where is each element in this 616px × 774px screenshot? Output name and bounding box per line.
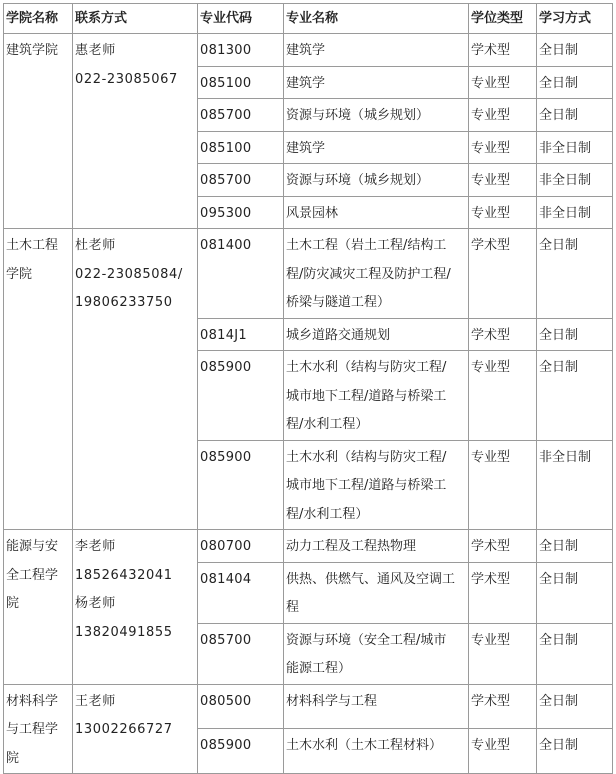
school-name-line: 学院 (6, 266, 33, 282)
major-name-cell (284, 164, 469, 197)
major-code: 085900 (200, 738, 252, 754)
school-name-line: 材料科学 (6, 693, 59, 709)
major-code-cell (198, 729, 284, 774)
major-name-cell (284, 196, 469, 229)
major-name-line: 资源与环境（城乡规划） (286, 173, 430, 188)
major-code-cell (198, 229, 284, 319)
major-name-cell (284, 440, 469, 530)
degree-type: 学术型 (471, 238, 511, 253)
school-name-cell (4, 34, 73, 229)
study-mode-cell (537, 729, 613, 774)
contact-line: 王老师 (75, 693, 116, 709)
major-name-line: 能源工程） (286, 661, 352, 676)
degree-type: 学术型 (471, 693, 511, 709)
major-code-cell (198, 562, 284, 623)
major-name-cell (284, 34, 469, 67)
contact-cell (73, 229, 198, 530)
contact-line: 惠老师 (75, 43, 116, 58)
major-code-cell (198, 164, 284, 197)
study-mode: 非全日制 (539, 140, 592, 156)
major-name-line: 土木水利（结构与防灾工程/ (286, 449, 447, 465)
major-name-line: 建筑学 (286, 43, 326, 58)
school-name-cell (4, 229, 73, 530)
major-name-line: 土木水利（土木工程材料） (286, 738, 443, 754)
major-code-cell (198, 99, 284, 132)
degree-type: 学术型 (471, 327, 511, 343)
school-name-cell (4, 684, 73, 774)
header-major: 专业名称 (284, 4, 469, 34)
major-name-cell (284, 318, 469, 351)
degree-type: 学术型 (471, 43, 511, 58)
major-name-line: 资源与环境（安全工程/城市 (286, 632, 447, 648)
major-code: 085100 (200, 75, 252, 91)
study-mode-cell (537, 623, 613, 684)
school-name-line: 全工程学 (6, 567, 59, 583)
admissions-table (3, 3, 613, 774)
study-mode: 非全日制 (539, 205, 592, 221)
contact-line: 18526432041 (75, 567, 173, 583)
major-code: 085900 (200, 360, 252, 375)
study-mode: 全日制 (539, 738, 579, 754)
major-name-line: 程 (286, 600, 300, 615)
degree-type-cell (469, 729, 537, 774)
contact-line: 13002266727 (75, 722, 173, 737)
major-code: 085700 (200, 108, 252, 123)
degree-type: 专业型 (471, 449, 511, 465)
major-code: 080700 (200, 539, 252, 554)
study-mode: 全日制 (539, 360, 579, 375)
contact-line: 李老师 (75, 539, 116, 554)
degree-type-cell (469, 99, 537, 132)
contact-line: 杨老师 (75, 596, 116, 611)
degree-type: 专业型 (471, 360, 511, 375)
major-name-line: 风景园林 (286, 205, 339, 221)
major-name-line: 程/水利工程） (286, 417, 369, 432)
study-mode: 非全日制 (539, 449, 592, 465)
major-name-line: 资源与环境（城乡规划） (286, 108, 430, 123)
study-mode: 全日制 (539, 632, 579, 648)
school-name-line: 院 (6, 750, 20, 766)
header-school: 学院名称 (4, 4, 73, 34)
major-name-line: 桥梁与隧道工程） (286, 295, 391, 310)
degree-type-cell (469, 530, 537, 563)
study-mode: 全日制 (539, 75, 579, 91)
degree-type: 专业型 (471, 108, 511, 123)
study-mode-cell (537, 229, 613, 319)
study-mode: 全日制 (539, 693, 579, 709)
header-contact: 联系方式 (73, 4, 198, 34)
major-name-line: 土木工程（岩土工程/结构工 (286, 238, 447, 253)
study-mode-cell (537, 66, 613, 99)
study-mode-cell (537, 440, 613, 530)
degree-type: 学术型 (471, 539, 511, 554)
contact-line: 13820491855 (75, 624, 173, 640)
major-code: 0814J1 (200, 327, 247, 343)
major-name-cell (284, 530, 469, 563)
degree-type: 专业型 (471, 738, 511, 754)
major-name-cell (284, 229, 469, 319)
major-code: 085700 (200, 632, 252, 648)
major-name-cell (284, 131, 469, 164)
major-code: 080500 (200, 693, 252, 709)
degree-type-cell (469, 196, 537, 229)
major-code-cell (198, 196, 284, 229)
major-name-line: 土木水利（结构与防灾工程/ (286, 360, 447, 375)
degree-type-cell (469, 684, 537, 729)
table-body (4, 34, 613, 774)
study-mode: 非全日制 (539, 173, 592, 188)
school-name-line: 建筑学院 (6, 43, 59, 58)
study-mode-cell (537, 131, 613, 164)
header-degree: 学位类型 (469, 4, 537, 34)
study-mode-cell (537, 562, 613, 623)
major-code: 081400 (200, 238, 252, 253)
study-mode: 全日制 (539, 539, 579, 554)
contact-line: 19806233750 (75, 295, 173, 310)
study-mode-cell (537, 164, 613, 197)
header-row (4, 4, 613, 34)
major-code-cell (198, 34, 284, 67)
study-mode: 全日制 (539, 238, 579, 253)
header-mode: 学习方式 (537, 4, 613, 34)
major-name-line: 城市地下工程/道路与桥梁工 (286, 478, 447, 493)
degree-type: 专业型 (471, 140, 511, 156)
study-mode-cell (537, 318, 613, 351)
major-code: 085700 (200, 173, 252, 188)
major-code-cell (198, 66, 284, 99)
major-code-cell (198, 318, 284, 351)
degree-type: 专业型 (471, 205, 511, 221)
contact-cell (73, 530, 198, 685)
contact-cell (73, 34, 198, 229)
study-mode-cell (537, 99, 613, 132)
study-mode: 全日制 (539, 108, 579, 123)
major-name-line: 程/水利工程） (286, 506, 369, 522)
degree-type: 专业型 (471, 632, 511, 648)
major-name-cell (284, 684, 469, 729)
degree-type-cell (469, 318, 537, 351)
major-name-cell (284, 66, 469, 99)
study-mode-cell (537, 34, 613, 67)
major-name-line: 建筑学 (286, 75, 326, 91)
table-row (4, 530, 613, 563)
major-code-cell (198, 684, 284, 729)
major-code: 081404 (200, 571, 252, 587)
study-mode: 全日制 (539, 327, 579, 343)
major-code-cell (198, 530, 284, 563)
study-mode: 全日制 (539, 43, 579, 58)
degree-type-cell (469, 131, 537, 164)
school-name-cell (4, 530, 73, 685)
degree-type-cell (469, 440, 537, 530)
degree-type-cell (469, 623, 537, 684)
major-code-cell (198, 623, 284, 684)
header-code: 专业代码 (198, 4, 284, 34)
degree-type-cell (469, 164, 537, 197)
major-code-cell (198, 351, 284, 441)
major-name-line: 动力工程及工程热物理 (286, 539, 417, 554)
major-code-cell (198, 440, 284, 530)
major-name-line: 城乡道路交通规划 (286, 327, 391, 343)
major-name-cell (284, 729, 469, 774)
degree-type-cell (469, 351, 537, 441)
study-mode-cell (537, 684, 613, 729)
degree-type: 专业型 (471, 75, 511, 91)
table-row (4, 684, 613, 729)
major-name-line: 材料科学与工程 (286, 693, 378, 709)
major-code: 081300 (200, 43, 252, 58)
study-mode-cell (537, 530, 613, 563)
major-name-line: 城市地下工程/道路与桥梁工 (286, 388, 447, 404)
table-row (4, 34, 613, 67)
major-code: 095300 (200, 205, 252, 221)
major-name-line: 供热、供燃气、通风及空调工 (286, 571, 456, 587)
school-name-line: 土木工程 (6, 238, 59, 253)
school-name-line: 与工程学 (6, 722, 59, 737)
degree-type-cell (469, 562, 537, 623)
table-row (4, 229, 613, 319)
study-mode: 全日制 (539, 571, 579, 587)
major-name-cell (284, 562, 469, 623)
major-name-cell (284, 623, 469, 684)
contact-line: 杜老师 (75, 238, 116, 253)
degree-type-cell (469, 66, 537, 99)
study-mode-cell (537, 196, 613, 229)
major-code-cell (198, 131, 284, 164)
school-name-line: 能源与安 (6, 539, 59, 554)
major-name-line: 建筑学 (286, 140, 326, 156)
major-code: 085900 (200, 449, 252, 465)
degree-type-cell (469, 34, 537, 67)
major-name-cell (284, 99, 469, 132)
school-name-line: 院 (6, 596, 20, 611)
degree-type: 专业型 (471, 173, 511, 188)
major-name-line: 程/防灾减灾工程及防护工程/ (286, 266, 451, 282)
contact-line: 022-23085067 (75, 71, 178, 87)
contact-cell (73, 684, 198, 774)
degree-type: 学术型 (471, 571, 511, 587)
study-mode-cell (537, 351, 613, 441)
major-code: 085100 (200, 140, 252, 156)
contact-line: 022-23085084/ (75, 266, 183, 282)
major-name-cell (284, 351, 469, 441)
degree-type-cell (469, 229, 537, 319)
